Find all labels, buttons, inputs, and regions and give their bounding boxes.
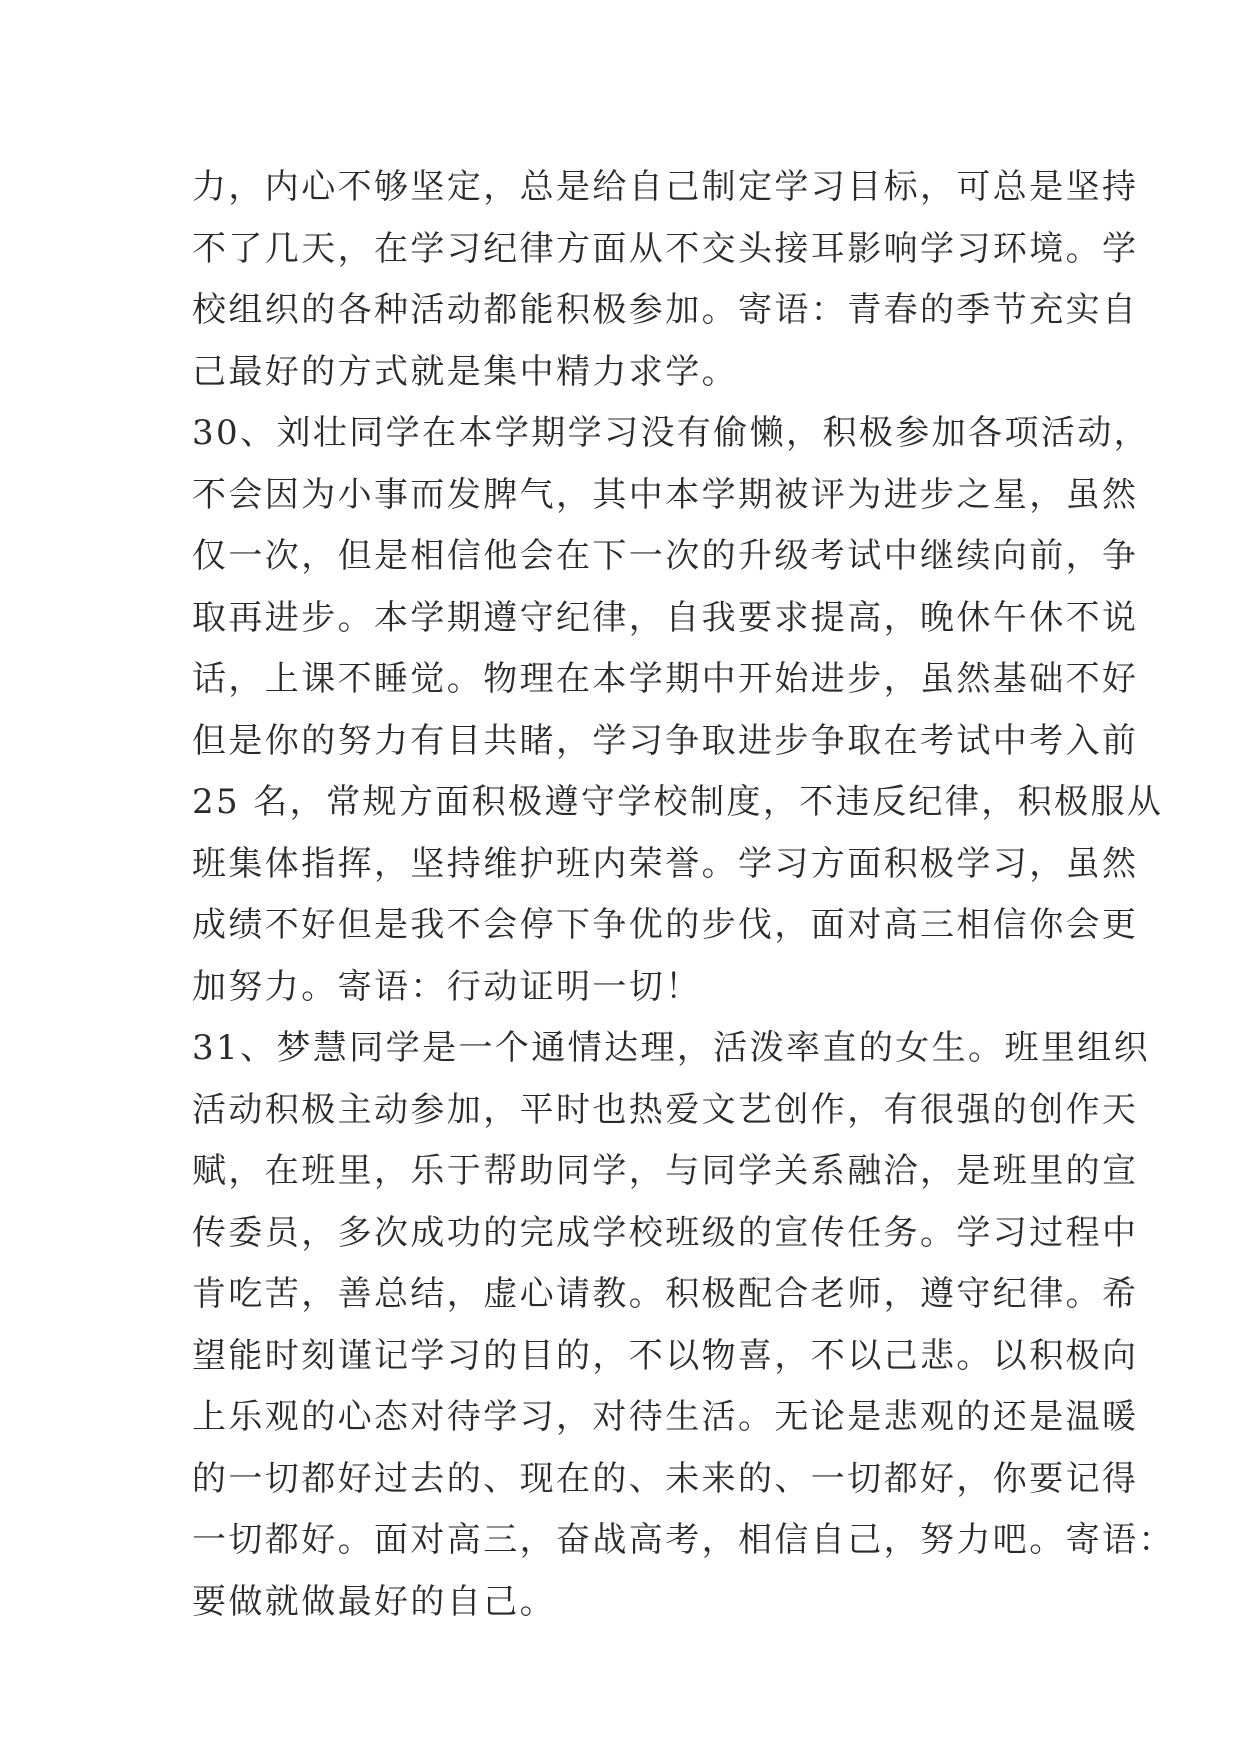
text-line: 加努力。寄语：行动证明一切！ xyxy=(192,966,702,1007)
text-line: 但是你的努力有目共睹，学习争取进步争取在考试中考入前 xyxy=(192,720,1139,761)
text-line: 班集体指挥，坚持维护班内荣誉。学习方面积极学习，虽然 xyxy=(192,843,1139,884)
text-line: 传委员，多次成功的完成学校班级的宣传任务。学习过程中 xyxy=(192,1212,1139,1253)
text-line: 话，上课不睡觉。物理在本学期中开始进步，虽然基础不好 xyxy=(192,659,1139,699)
text-line: 不会因为小事而发脾气，其中本学期被评为进步之星，虽然 xyxy=(192,474,1139,515)
text-line: 力，内心不够坚定，总是给自己制定学习目标，可总是坚持 xyxy=(192,167,1139,207)
text-line: 上乐观的心态对待学习，对待生活。无论是悲观的还是温暖 xyxy=(192,1397,1139,1437)
text-line: 的一切都好过去的、现在的、未来的、一切都好，你要记得 xyxy=(192,1458,1139,1499)
text-line: 不了几天，在学习纪律方面从不交头接耳影响学习环境。学 xyxy=(192,228,1139,269)
text-line: 30、刘壮同学在本学期学习没有偷懒，积极参加各项活动， xyxy=(192,413,1151,453)
text-line: 己最好的方式就是集中精力求学。 xyxy=(192,351,738,392)
text-line: 仅一次，但是相信他会在下一次的升级考试中继续向前，争 xyxy=(192,536,1139,576)
text-line: 取再进步。本学期遵守纪律，自我要求提高，晚休午休不说 xyxy=(192,597,1139,638)
text-line: 校组织的各种活动都能积极参加。寄语：青春的季节充实自 xyxy=(192,290,1139,330)
text-line: 望能时刻谨记学习的目的，不以物喜，不以己悲。以积极向 xyxy=(192,1335,1139,1376)
text-line: 要做就做最好的自己。 xyxy=(192,1581,556,1622)
text-line: 活动积极主动参加，平时也热爱文艺创作，有很强的创作天 xyxy=(192,1089,1139,1130)
text-line: 赋，在班里，乐于帮助同学，与同学关系融洽，是班里的宣 xyxy=(192,1151,1139,1191)
text-line: 25 名，常规方面积极遵守学校制度，不违反纪律，积极服从 xyxy=(192,782,1164,822)
text-line: 一切都好。面对高三，奋战高考，相信自己，努力吧。寄语： xyxy=(192,1520,1175,1560)
text-line: 成绩不好但是我不会停下争优的步伐，面对高三相信你会更 xyxy=(192,905,1139,945)
document-body xyxy=(192,157,1175,1633)
text-line: 31、梦慧同学是一个通情达理，活泼率直的女生。班里组织 xyxy=(192,1028,1151,1068)
text-line: 肯吃苦，善总结，虚心请教。积极配合老师，遵守纪律。希 xyxy=(192,1274,1139,1314)
